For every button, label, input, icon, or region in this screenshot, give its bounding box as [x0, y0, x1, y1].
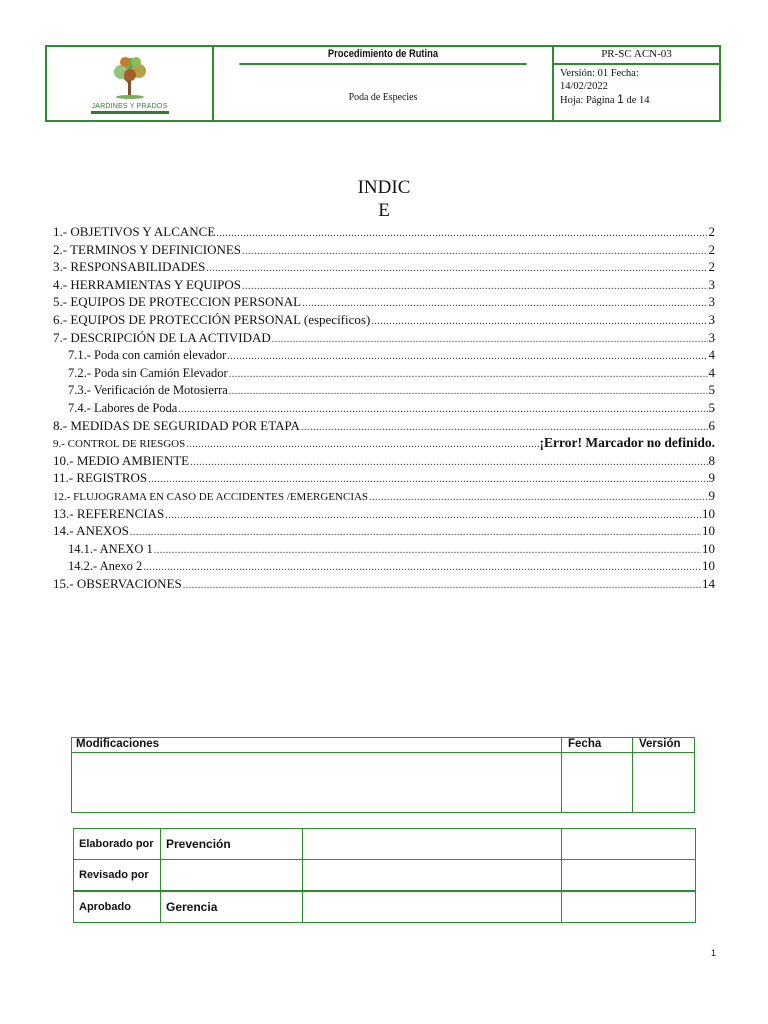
- date-line: 14/02/2022: [560, 81, 608, 92]
- toc-page: 2: [708, 241, 715, 257]
- toc-entry[interactable]: [53, 470, 715, 488]
- toc-label: 7.4.- Labores de Poda: [68, 400, 178, 415]
- table-of-contents: [53, 224, 715, 593]
- toc-label: 14.- ANEXOS: [53, 523, 129, 539]
- toc-leader: [227, 351, 707, 362]
- toc-entry[interactable]: [53, 576, 715, 594]
- name-cell: Gerencia: [161, 892, 303, 922]
- modifications-body-row: [72, 753, 694, 813]
- toc-page: 3: [708, 329, 715, 345]
- meta-info: [554, 65, 719, 109]
- toc-entry[interactable]: [53, 242, 715, 260]
- toc-leader: [272, 334, 708, 345]
- role-cell: Elaborado por: [74, 829, 161, 859]
- page-line: [560, 93, 713, 107]
- index-title: [0, 176, 768, 222]
- toc-entry[interactable]: [53, 418, 715, 436]
- toc-leader: [229, 386, 708, 397]
- page-suffix: de 14: [623, 95, 650, 106]
- fecha-cell: [562, 753, 633, 813]
- toc-subentry[interactable]: [53, 558, 715, 576]
- toc-label: 10.- MEDIO AMBIENTE: [53, 452, 190, 468]
- toc-leader: [216, 228, 707, 239]
- modification-cell: [72, 753, 562, 813]
- toc-entry[interactable]: [53, 330, 715, 348]
- col-version: Versión: [639, 738, 681, 750]
- toc-page: 8: [708, 452, 715, 468]
- col-modificaciones: Modificaciones: [72, 738, 562, 752]
- toc-page: 6: [708, 417, 715, 433]
- toc-page: 14: [702, 575, 715, 591]
- role-cell: Revisado por: [74, 860, 161, 890]
- toc-entry[interactable]: [53, 312, 715, 330]
- toc-page: 10: [702, 540, 715, 556]
- toc-label: 14.1.- ANEXO 1: [68, 541, 153, 556]
- index-title-line2: E: [378, 200, 390, 221]
- toc-page: 3: [708, 311, 715, 327]
- toc-label: 7.3.- Verificación de Motosierra: [68, 383, 228, 398]
- toc-page: 9: [708, 487, 715, 503]
- signature-cell: [303, 892, 562, 922]
- toc-subentry[interactable]: [53, 400, 715, 418]
- toc-leader: [371, 316, 707, 327]
- date-cell: [562, 892, 695, 922]
- toc-leader: [206, 263, 707, 274]
- title-cell: [214, 47, 554, 120]
- toc-label: 11.- REGISTROS: [53, 470, 148, 486]
- toc-leader: [242, 246, 707, 257]
- toc-leader: [186, 439, 538, 450]
- toc-leader: [130, 527, 701, 538]
- date-cell: [562, 860, 695, 890]
- approval-table: [73, 828, 696, 923]
- meta-cell: [554, 47, 719, 120]
- date-cell: [562, 829, 695, 859]
- modifications-header-row: [72, 738, 694, 753]
- toc-leader: [143, 562, 701, 573]
- toc-leader: [190, 457, 707, 468]
- approval-row-aprobado: [74, 891, 695, 922]
- toc-leader: [178, 404, 707, 415]
- col-fecha: Fecha: [562, 738, 633, 752]
- procedure-title: Procedimiento de Rutina: [239, 47, 526, 65]
- toc-page: 5: [708, 399, 715, 415]
- modifications-table: [71, 737, 695, 813]
- toc-leader: [148, 474, 707, 485]
- toc-label: 3.- RESPONSABILIDADES: [53, 259, 206, 275]
- toc-label: 7.2.- Poda sin Camión Elevador: [68, 365, 228, 380]
- toc-subentry[interactable]: [53, 541, 715, 559]
- tree-logo-icon: [95, 53, 165, 101]
- toc-label: 6.- EQUIPOS DE PROTECCIÓN PERSONAL (específicos): [53, 311, 371, 327]
- toc-page: 10: [702, 558, 715, 574]
- document-header: [45, 45, 721, 122]
- logo-text: JARDINES Y PRADOS: [91, 103, 168, 110]
- toc-entry[interactable]: [53, 259, 715, 277]
- toc-entry[interactable]: [53, 277, 715, 295]
- toc-subentry[interactable]: [53, 365, 715, 383]
- toc-page: 5: [708, 382, 715, 398]
- toc-page: 2: [708, 224, 715, 239]
- toc-label: 5.- EQUIPOS DE PROTECCION PERSONAL: [53, 294, 302, 310]
- toc-label: 7.- DESCRIPCIÓN DE LA ACTIVIDAD: [53, 329, 271, 345]
- toc-leader: [242, 281, 708, 292]
- page-prefix: Hoja: Página: [560, 95, 618, 106]
- toc-label: 7.1.- Poda con camión elevador: [68, 348, 227, 363]
- role-cell: Aprobado: [74, 892, 161, 922]
- toc-label: 13.- REFERENCIAS: [53, 505, 165, 521]
- toc-page: 10: [702, 523, 715, 539]
- toc-leader: [229, 369, 708, 380]
- toc-page: 2: [708, 259, 715, 275]
- toc-subentry[interactable]: [53, 347, 715, 365]
- logo-underline: [91, 111, 169, 114]
- toc-entry[interactable]: [53, 294, 715, 312]
- toc-leader: [302, 298, 707, 309]
- toc-label: 4.- HERRAMIENTAS Y EQUIPOS: [53, 276, 241, 292]
- signature-cell: [303, 860, 562, 890]
- toc-subentry[interactable]: [53, 382, 715, 400]
- version-line: Versión: 01 Fecha:: [560, 68, 639, 79]
- name-cell: [161, 860, 303, 890]
- toc-entry[interactable]: [53, 435, 715, 453]
- toc-page-error: ¡Error! Marcador no definido.: [539, 435, 715, 451]
- toc-page: 9: [708, 470, 715, 486]
- toc-leader: [183, 580, 701, 591]
- toc-label: 12.- FLUJOGRAMA EN CASO DE ACCIDENTES /EMERGENCIAS: [53, 490, 369, 503]
- name-cell: Prevención: [161, 829, 303, 859]
- index-title-line1: INDIC: [357, 177, 411, 198]
- toc-entry[interactable]: [53, 224, 715, 242]
- toc-leader: [154, 545, 701, 556]
- toc-label: 14.2.- Anexo 2: [68, 559, 143, 574]
- toc-page: 4: [708, 364, 715, 380]
- approval-row-revisado: [74, 860, 695, 891]
- toc-entry[interactable]: [53, 488, 715, 506]
- toc-page: 3: [708, 276, 715, 292]
- version-cell: [633, 753, 694, 813]
- page-current: 1: [617, 92, 624, 106]
- logo-cell: [47, 47, 214, 120]
- document-code: PR-SC ACN-03: [554, 47, 719, 65]
- toc-label: 1.- OBJETIVOS Y ALCANCE: [53, 224, 216, 239]
- toc-page: 3: [708, 294, 715, 310]
- toc-entry[interactable]: [53, 523, 715, 541]
- toc-page: 10: [702, 505, 715, 521]
- signature-cell: [303, 829, 562, 859]
- approval-row-elaborado: [74, 829, 695, 860]
- toc-label: 8.- MEDIDAS DE SEGURIDAD POR ETAPA: [53, 417, 300, 433]
- toc-entry[interactable]: [53, 453, 715, 471]
- toc-label: 15.- OBSERVACIONES: [53, 575, 182, 591]
- toc-leader: [369, 492, 707, 503]
- procedure-subtitle: Poda de Especies: [348, 90, 418, 103]
- toc-entry[interactable]: [53, 506, 715, 524]
- page-number: 1: [711, 948, 717, 958]
- toc-leader: [301, 422, 708, 433]
- toc-label: 9.- CONTROL DE RIESGOS: [53, 438, 186, 451]
- toc-leader: [165, 510, 701, 521]
- toc-label: 2.- TERMINOS Y DEFINICIONES: [53, 241, 242, 257]
- toc-page: 4: [708, 347, 715, 363]
